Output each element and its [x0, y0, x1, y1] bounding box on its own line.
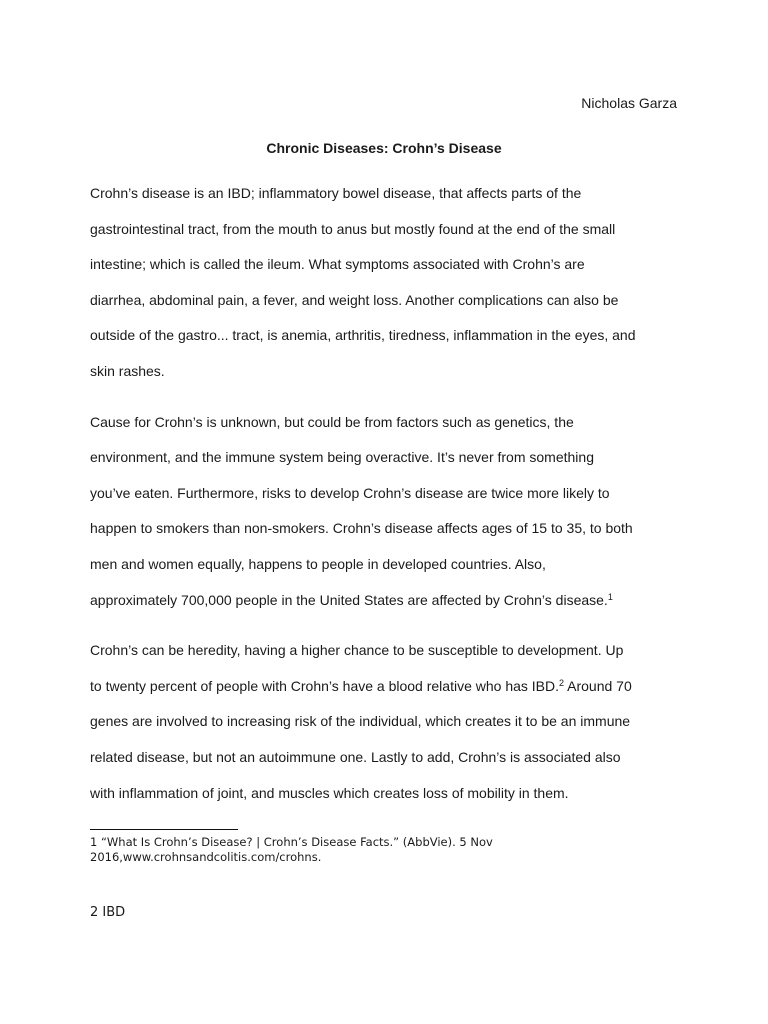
- text-line: Cause for Crohn’s is unknown, but could be from factors such as genetics, the: [90, 413, 574, 430]
- text-line: intestine; which is called the ileum. What symptoms associated with Crohn’s are: [90, 256, 585, 273]
- text-line: related disease, but not an autoimmune one. Lastly to add, Crohn’s is associated also: [90, 748, 621, 765]
- footnote-1: [90, 835, 493, 865]
- text-line-with-footnote: [90, 583, 690, 619]
- footnote-line: 2016,www.crohnsandcolitis.com/crohns.: [90, 850, 322, 864]
- text-line: outside of the gastro... tract, is anemia, arthritis, tiredness, inflammation in the eyes, and: [90, 327, 636, 344]
- document-body: [90, 176, 690, 826]
- document-title: Chronic Diseases: Crohn’s Disease: [266, 140, 502, 156]
- paragraph-symptoms: [90, 176, 690, 390]
- text-line: with inflammation of joint, and muscles which creates loss of mobility in them.: [90, 784, 569, 801]
- text-line: gastrointestinal tract, from the mouth to anus but mostly found at the end of the small: [90, 220, 616, 237]
- text-segment: to twenty percent of people with Crohn’s have a blood relative who has IBD.: [90, 677, 560, 694]
- text-segment: approximately 700,000 people in the United States are affected by Crohn’s disease.: [90, 591, 608, 608]
- text-line: Crohn’s can be heredity, having a higher chance to be susceptible to development. Up: [90, 642, 624, 659]
- text-line: genes are involved to increasing risk of the individual, which creates it to be an immune: [90, 713, 631, 730]
- footnote-2: 2 IBD: [90, 905, 126, 920]
- paragraph-causes: [90, 405, 690, 619]
- text-line: you’ve eaten. Furthermore, risks to develop Crohn’s disease are twice more likely to: [90, 484, 610, 501]
- text-line: skin rashes.: [90, 362, 165, 379]
- text-line: Crohn’s disease is an IBD; inflammatory bowel disease, that affects parts of the: [90, 185, 582, 201]
- text-line-with-footnote: [90, 669, 690, 705]
- text-line: environment, and the immune system being overactive. It’s never from something: [90, 449, 594, 466]
- footnote-reference-2[interactable]: 2: [559, 677, 565, 688]
- author-name: Nicholas Garza: [581, 95, 677, 111]
- text-line: men and women equally, happens to people in developed countries. Also,: [90, 555, 546, 572]
- footnote-separator: [90, 829, 238, 830]
- text-segment: Around 70: [564, 677, 632, 694]
- footnote-reference-1[interactable]: 1: [607, 591, 613, 602]
- text-line: diarrhea, abdominal pain, a fever, and weight loss. Another complications can also be: [90, 291, 619, 308]
- footnote-line: 1 “What Is Crohn’s Disease? | Crohn’s Disease Facts.” (AbbVie). 5 Nov: [90, 835, 493, 849]
- text-line: happen to smokers than non-smokers. Crohn’s disease affects ages of 15 to 35, to both: [90, 520, 633, 537]
- paragraph-heredity: [90, 633, 690, 811]
